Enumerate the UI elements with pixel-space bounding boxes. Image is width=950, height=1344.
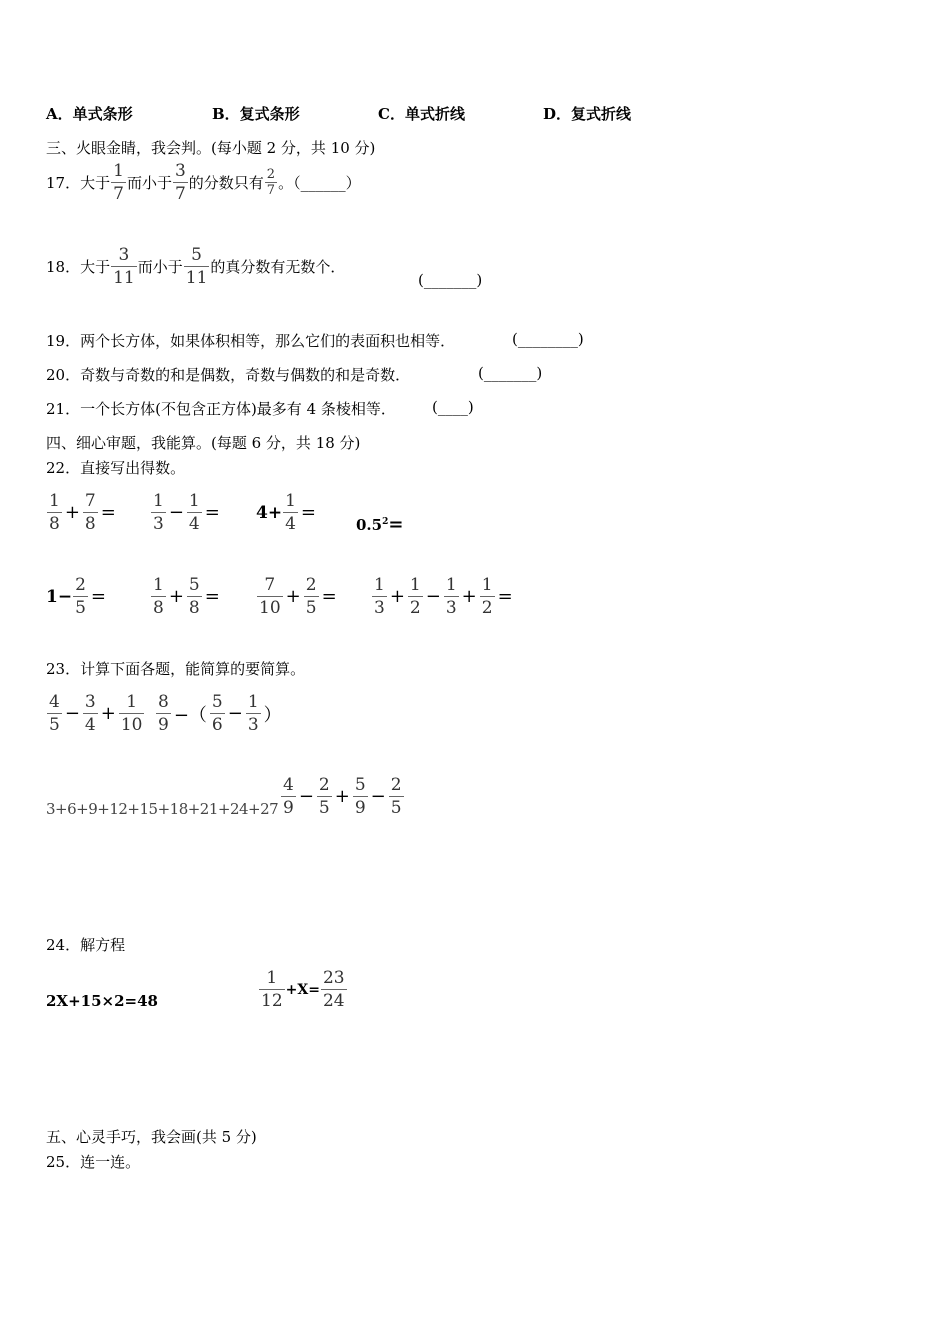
numerator: 4: [283, 775, 294, 795]
q17-fraction-1: [111, 160, 126, 205]
numerator: 1: [266, 968, 278, 988]
fraction: [187, 490, 202, 535]
numerator: 3: [174, 161, 186, 181]
lead-term: 1−: [46, 586, 73, 607]
denominator: 9: [283, 798, 294, 818]
equals-sign: =: [204, 502, 220, 523]
numerator: 2: [390, 775, 402, 795]
fraction: [83, 490, 98, 535]
denominator: 10: [259, 598, 281, 618]
question-18: [46, 244, 345, 289]
numerator: 2: [318, 775, 330, 795]
denominator: 5: [75, 598, 86, 618]
numerator: 2: [305, 575, 317, 595]
calc-r2-e2: [150, 574, 222, 619]
q21-number: 21．: [46, 400, 81, 418]
fraction: [73, 574, 88, 619]
q23-expression-3: 3+6+9+12+15+18+21+24+27: [46, 800, 279, 818]
q17-number: 17．: [46, 174, 81, 192]
q18-fraction-2: [184, 244, 210, 289]
numerator: 1: [153, 575, 164, 595]
denominator: 8: [188, 598, 200, 618]
numerator: 5: [211, 692, 223, 712]
equals-sign: =: [321, 586, 337, 607]
q18-text-1: 大于: [80, 258, 111, 276]
q23-number: 23．: [46, 660, 81, 678]
operator: −: [227, 703, 243, 724]
operator: +: [389, 586, 405, 607]
denominator: 6: [211, 715, 223, 735]
question-22: [46, 457, 185, 478]
q20-number: 20．: [46, 366, 81, 384]
numerator: 1: [153, 491, 164, 511]
denominator: 8: [153, 598, 164, 618]
equals-sign: =: [388, 514, 404, 535]
denominator: 3: [153, 514, 164, 534]
denominator: 7: [266, 183, 276, 198]
calc-r1-e4: [356, 514, 403, 535]
denominator: 11: [185, 268, 208, 288]
denominator: 12: [261, 991, 283, 1011]
fraction: [83, 691, 98, 736]
fraction: [389, 774, 404, 819]
operator: −: [370, 786, 386, 807]
calc-r1-e1: [46, 490, 118, 535]
denominator: 5: [318, 798, 330, 818]
numerator: 7: [264, 575, 276, 595]
operator: −: [64, 703, 80, 724]
question-19: [46, 330, 455, 351]
fraction: [47, 490, 62, 535]
equals-sign: =: [204, 586, 220, 607]
question-24: [46, 934, 125, 955]
denominator: 3: [445, 598, 457, 618]
numerator: 1: [285, 491, 296, 511]
question-17: [46, 160, 361, 205]
q18-answer-blank[interactable]: (_______): [418, 271, 483, 289]
option-c: C．单式折线: [378, 105, 465, 123]
q17-fraction-3: [265, 167, 277, 198]
calc-r1-e3: [256, 490, 318, 535]
q23-expression-4: [280, 774, 405, 819]
denominator: 2: [481, 598, 493, 618]
numerator: 1: [374, 575, 385, 595]
q18-text-2: 而小于: [137, 258, 183, 276]
q25-number: 25．: [46, 1153, 81, 1171]
q19-number: 19．: [46, 332, 81, 350]
fraction: [321, 967, 347, 1012]
denominator: 4: [188, 514, 200, 534]
operator: −: [168, 502, 184, 523]
question-20: [46, 364, 410, 385]
numerator: 3: [118, 245, 130, 265]
operator: +: [100, 703, 116, 724]
fraction: [408, 574, 423, 619]
q23-text: 计算下面各题，能简算的要简算。: [80, 660, 306, 678]
calc-r2-e1: [46, 574, 108, 619]
operator: +: [285, 586, 301, 607]
q24-number: 24．: [46, 936, 81, 954]
equals-sign: =: [100, 502, 116, 523]
fraction: [151, 574, 166, 619]
q21-answer-blank[interactable]: (____): [432, 398, 474, 416]
equals-sign: =: [90, 586, 106, 607]
fraction: [210, 691, 225, 736]
power-exponent: 2: [382, 517, 389, 527]
q19-answer-blank[interactable]: (________): [512, 330, 584, 348]
calc-r1-e2: [150, 490, 222, 535]
q17-text-2: 而小于: [126, 174, 172, 192]
operator: −: [425, 586, 441, 607]
q22-number: 22．: [46, 459, 81, 477]
q17-text-1: 大于: [80, 174, 111, 192]
q17-answer-blank[interactable]: 。（______）: [278, 174, 361, 192]
numerator: 1: [409, 575, 421, 595]
lead-term: 4+: [256, 502, 283, 523]
numerator: 2: [75, 575, 86, 595]
denominator: 8: [84, 514, 96, 534]
numerator: 5: [188, 575, 200, 595]
calc-r2-e3: [256, 574, 339, 619]
fraction: [353, 774, 368, 819]
q24-equation-2: [258, 967, 348, 1012]
section5-title: 五、心灵手巧，我会画(共 5 分): [46, 1128, 257, 1146]
fraction: [317, 774, 332, 819]
numerator: 1: [481, 575, 493, 595]
fraction: [304, 574, 319, 619]
q17-fraction-2: [173, 160, 188, 205]
numerator: 7: [84, 491, 96, 511]
q23-expression-2: [155, 691, 284, 736]
q21-text: 一个长方体(不包含正方体)最多有 4 条棱相等．: [80, 400, 396, 418]
fraction: [283, 490, 298, 535]
numerator: 1: [445, 575, 457, 595]
fraction: [47, 691, 62, 736]
numerator: 1: [247, 692, 259, 712]
question-25: [46, 1151, 140, 1172]
denominator: 10: [120, 715, 143, 735]
numerator: 23: [322, 968, 345, 988]
denominator: 11: [113, 268, 135, 288]
q18-text-3: 的真分数有无数个．: [210, 258, 346, 276]
denominator: 5: [49, 715, 60, 735]
fraction: [480, 574, 495, 619]
close-paren: ）: [263, 704, 282, 726]
fraction: [187, 574, 202, 619]
denominator: 9: [354, 798, 366, 818]
equals-sign: =: [300, 502, 316, 523]
q19-text: 两个长方体，如果体积相等，那么它们的表面积也相等．: [80, 332, 456, 350]
numerator: 3: [84, 692, 96, 712]
numerator: 1: [113, 161, 124, 181]
numerator: 4: [49, 692, 60, 712]
denominator: 2: [409, 598, 421, 618]
question-23: [46, 658, 305, 679]
numerator: 1: [188, 491, 200, 511]
operator: +: [334, 786, 350, 807]
operator: −: [298, 786, 314, 807]
denominator: 3: [374, 598, 385, 618]
operator: +: [461, 586, 477, 607]
numerator: 8: [158, 692, 169, 712]
denominator: 7: [174, 184, 186, 204]
q20-text: 奇数与奇数的和是偶数，奇数与偶数的和是奇数．: [80, 366, 411, 384]
fraction: [444, 574, 459, 619]
denominator: 5: [390, 798, 402, 818]
q24-equation-1: 2X+15×2=48: [46, 992, 158, 1010]
numerator: 5: [354, 775, 366, 795]
option-b: B．复式条形: [212, 105, 300, 123]
denominator: 5: [305, 598, 317, 618]
denominator: 7: [113, 184, 124, 204]
operator: +: [64, 502, 80, 523]
equals-sign: =: [497, 586, 513, 607]
numerator: 2: [266, 167, 276, 182]
fraction: [259, 967, 285, 1012]
section3-title: 三、火眼金睛，我会判。(每小题 2 分，共 10 分): [46, 139, 376, 157]
operator: −（: [173, 704, 207, 726]
denominator: 9: [158, 715, 169, 735]
fraction: [156, 691, 171, 736]
numerator: 1: [126, 692, 138, 712]
fraction: [281, 774, 296, 819]
fraction: [119, 691, 145, 736]
fraction: [246, 691, 261, 736]
q18-fraction-1: [111, 244, 137, 289]
denominator: 4: [84, 715, 96, 735]
q22-text: 直接写出得数。: [80, 459, 186, 477]
denominator: 3: [247, 715, 259, 735]
q24-text: 解方程: [80, 936, 126, 954]
question-21: [46, 398, 396, 419]
denominator: 8: [49, 514, 60, 534]
option-a: A．单式条形: [46, 105, 133, 123]
q17-text-3: 的分数只有: [188, 174, 264, 192]
denominator: 4: [285, 514, 296, 534]
section4-title: 四、细心审题，我能算。(每题 6 分，共 18 分): [46, 434, 361, 452]
q23-expression-1: [46, 691, 145, 736]
numerator: 5: [191, 245, 202, 265]
denominator: 24: [322, 991, 345, 1011]
numerator: 1: [49, 491, 60, 511]
fraction: [372, 574, 387, 619]
fraction: [151, 490, 166, 535]
q18-number: 18．: [46, 258, 81, 276]
q25-text: 连一连。: [80, 1153, 141, 1171]
fraction: [257, 574, 283, 619]
power-base: 0.5: [356, 516, 383, 534]
operator: +: [168, 586, 184, 607]
calc-r2-e4: [371, 574, 515, 619]
q20-answer-blank[interactable]: (_______): [478, 364, 543, 382]
equation-middle: +X=: [285, 981, 320, 998]
option-d: D．复式折线: [543, 105, 632, 123]
